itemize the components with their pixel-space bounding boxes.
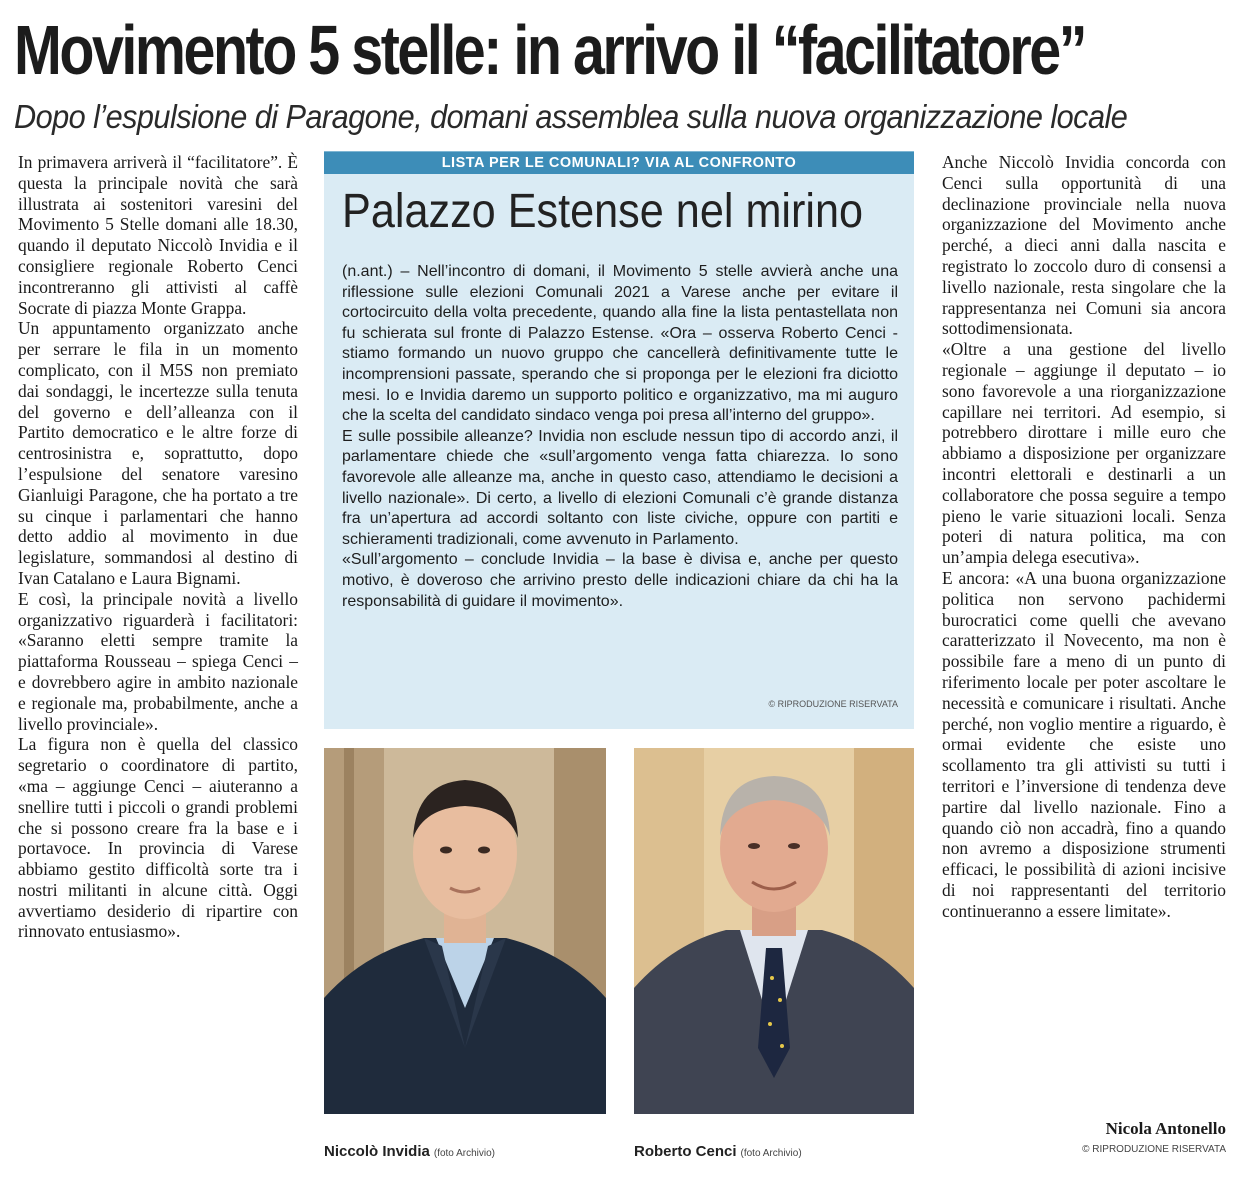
photo-roberto-cenci	[634, 748, 914, 1114]
sidebar-paragraph: (n.ant.) – Nell’incontro di domani, il Movimento 5 stelle avvierà anche una riflessione sulle elezioni Comunali 2021 a Varese anche per evitare il cortocircuito della volta precedente, quando alla fine la lista pentastellata non fu schierata sul fronte di Palazzo Estense. «Ora – osserva Roberto Cenci - stiamo formando un nuovo gruppo che cancellerà definitivamente tutte le incomprensioni passate, sperando che si proponga per le elezioni fra diciotto mesi. Io e Invidia daremo un supporto politico e organizzativo, ma mi auguro che la scelta del candidato sindaco venga poi presa all’interno del gruppo».	[342, 263, 898, 425]
left-paragraph: Un appuntamento organizzato anche per serrare le fila in un momento complicato, con il M5S non premiato dai sondaggi, le incertezze sulla tenuta del governo e dell’alleanza con il Partito democratico e le altre forze di centrosinistra e, soprattutto, dopo l’espulsione del senatore varesino Gianluigi Paragone, che ha portato a tre su cinque i parlamentari che hanno detto addio al movimento in due legislature, sommandosi al destino di Ivan Catalano e Laura Bignami.	[18, 318, 298, 588]
photo-niccolo-invidia	[324, 748, 606, 1114]
photo-caption-1	[324, 1142, 495, 1164]
portrait-illustration-2	[634, 748, 914, 1114]
sidebar-paragraph: «Sull’argomento – conclude Invidia – la base è divisa e, anche per questo motivo, è doveroso che arrivino presto delle indicazioni chiare da chi ha la responsabilità di guidare il movimento».	[342, 551, 898, 610]
left-paragraph: La figura non è quella del classico segretario o coordinatore di partito, «ma – aggiunge Cenci – aiuteranno a snellire tutti i piccoli o grandi problemi che si possono creare fra la base e i portavoce. In provincia di Varese abbiamo gestito difficoltà sorte tra i nostri militanti in alcune città. Oggi avvertiamo desiderio di ripartire con rinnovato entusiasmo».	[18, 734, 298, 942]
right-paragraph: Anche Niccolò Invidia concorda con Cenci sulla opportunità di una declinazione provinciale nella nuova organizzazione del Movimento anche perché, a dieci anni dalla nascita e registrato lo zoccolo duro di consensi a livello nazionale, resta singolare che la rappresentanza nei Comuni sia ancora sottodimensionata.	[942, 152, 1226, 339]
sidebar-title: Palazzo Estense nel mirino	[342, 185, 864, 238]
byline: Nicola Antonello	[1105, 1119, 1226, 1138]
right-column	[942, 152, 1226, 921]
left-paragraph: In primavera arriverà il “facilitatore”. È questa la principale novità che sarà illustrata ai sostenitori varesini del Movimento 5 Stelle domani alle 18.30, quando il deputato Niccolò Invidia e il consigliere regionale Roberto Cenci incontreranno gli attivisti al caffè Socrate di piazza Monte Grappa.	[18, 152, 298, 318]
photo-caption-2	[634, 1142, 802, 1164]
caption-name: Niccolò Invidia	[324, 1143, 430, 1160]
caption-name: Roberto Cenci	[634, 1143, 737, 1160]
left-column	[18, 152, 298, 942]
sidebar-kicker: LISTA PER LE COMUNALI? VIA AL CONFRONTO	[324, 152, 914, 174]
article-rights: © RIPRODUZIONE RISERVATA	[1082, 1144, 1226, 1155]
headline: Movimento 5 stelle: in arrivo il “facilitatore”	[14, 11, 1085, 89]
sidebar-body	[342, 262, 898, 612]
sidebar-paragraph: E sulle possibile alleanze? Invidia non esclude nessun tipo di accordo anzi, il parlamentare chiede che «sull’argomento venga fatta chiarezza. Io sono favorevole alle alleanze ma, anche in questo caso, attendiamo le decisioni a livello nazionale». Di certo, a livello di elezioni Comunali c’è grande distanza fra un’apertura ad accordi soltanto con liste civiche, oppure con partiti e schieramenti tradizionali, come avvenuto in Parlamento.	[342, 427, 898, 548]
caption-credit: (foto Archivio)	[740, 1148, 802, 1159]
right-paragraph: E ancora: «A una buona organizzazione politica non servono pachidermi burocratici come quelli che avevano caratterizzato il Novecento, ma non è possibile fare a meno di un punto di riferimento locale per poter ascoltare le necessità e comunicare i risultati. Anche perché, non voglio mentire a riguardo, è ormai evidente che esiste uno scollamento tra gli attivisti su tutti i territori e l’inversione di tendenza deve partire dal livello nazionale. Fino a quando ciò non accadrà, fino a quando non avremo a disposizione strumenti efficaci, le possibilità di azioni incisive di noi rappresentanti del territorio continueranno a essere limitate».	[942, 567, 1226, 921]
sidebar-box	[324, 151, 914, 729]
subheadline: Dopo l’espulsione di Paragone, domani assemblea sulla nuova organizzazione locale	[14, 98, 1128, 135]
portrait-illustration-1	[324, 748, 606, 1114]
caption-credit: (foto Archivio)	[433, 1148, 495, 1159]
sidebar-rights: © RIPRODUZIONE RISERVATA	[768, 699, 898, 709]
right-paragraph: «Oltre a una gestione del livello regionale – aggiunge il deputato – io sono favorevole a una riorganizzazione capillare nei territori. Ad esempio, si potrebbero dirottare i mille euro che abbiamo a disposizione per organizzare incontri elettorali e destinarli a un collaboratore che possa seguire a tempo pieno le varie situazioni locali. Senza poteri di natura politica, ma con un’ampia delega esecutiva».	[942, 339, 1226, 568]
left-paragraph: E così, la principale novità a livello organizzativo riguarderà i facilitatori: «Saranno eletti sempre tramite la piattaforma Rousseau – spiega Cenci – e dovrebbero agire in ambito nazionale e regionale ma, probabilmente, anche a livello provinciale».	[18, 588, 298, 734]
